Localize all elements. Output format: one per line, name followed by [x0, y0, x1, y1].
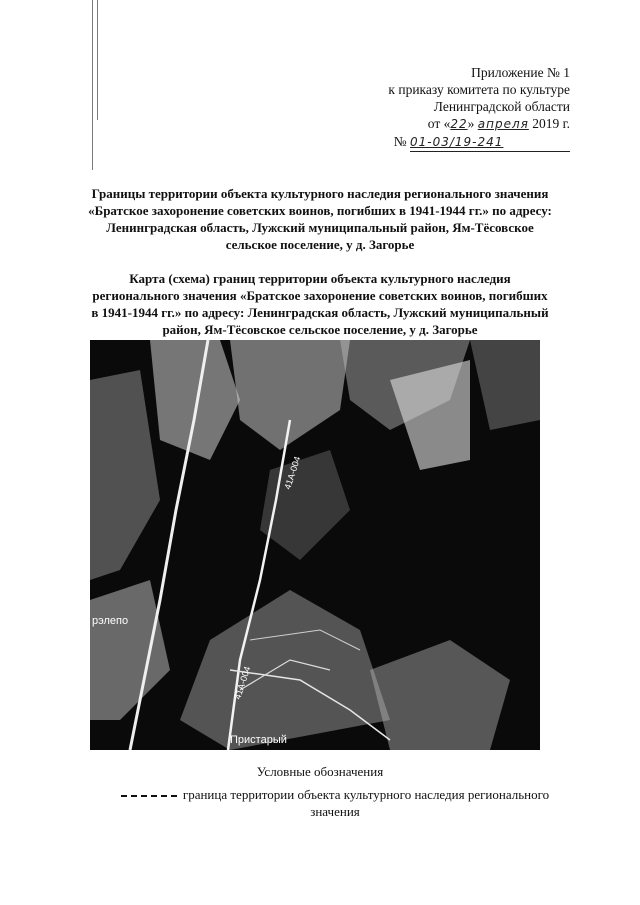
map-title-line-1: Карта (схема) границ территории объекта культурного наследия: [129, 271, 511, 286]
legend-item: [110, 786, 560, 820]
date-prefix: от «: [427, 116, 451, 131]
number-prefix: №: [393, 134, 407, 149]
appendix-line-2: к приказу комитета по культуре: [388, 82, 570, 97]
title-line-4: сельское поселение, у д. Загорье: [225, 237, 415, 252]
appendix-number: [330, 133, 570, 152]
dashed-boundary-symbol: [121, 795, 177, 797]
legend-title: Условные обозначения: [256, 764, 384, 779]
map-road-label: 41А-004: [232, 665, 253, 701]
map-road-label: 41А-004: [282, 455, 303, 491]
title-line-3: Ленинградская область, Лужский муниципальный район, Ям-Тёсовское: [106, 220, 534, 235]
map-title-line-3: в 1941-1944 гг.» по адресу: Ленинградская область, Лужский муниципальный: [91, 305, 549, 320]
appendix-header: [330, 64, 570, 152]
satellite-map: [90, 340, 540, 750]
binder-line: [92, 0, 93, 170]
title-line-1: Границы территории объекта культурного наследия регионального значения: [91, 186, 549, 201]
legend-item-text-line-1: граница территории объекта культурного наследия регионального: [182, 787, 550, 802]
appendix-line-3: Ленинградской области: [433, 99, 570, 114]
map-title-line-4: район, Ям-Тёсовское сельское поселение, у д. Загорье: [162, 322, 478, 337]
map-label-village-bottom: Пристарый: [230, 734, 287, 746]
map-title: [70, 270, 570, 338]
date-month-handwritten: апреля: [477, 117, 529, 131]
legend-item-text-line-2: значения: [310, 804, 360, 819]
document-title: [70, 185, 570, 253]
appendix-line-1: Приложение № 1: [471, 65, 570, 80]
appendix-date: [330, 115, 570, 133]
title-line-2: «Братское захоронение советских воинов, погибших в 1941-1944 гг.» по адресу:: [88, 203, 552, 218]
binder-line: [97, 0, 98, 120]
map-label-village-left: рэлепо: [92, 615, 129, 627]
date-year: 2019 г.: [532, 116, 570, 131]
date-mid: »: [467, 116, 475, 131]
satellite-map-image: [90, 340, 540, 750]
number-handwritten: 01-03/19-241: [410, 134, 570, 152]
date-day-handwritten: 22: [450, 117, 468, 131]
map-title-line-2: регионального значения «Братское захоронение советских воинов, погибших: [92, 288, 548, 303]
